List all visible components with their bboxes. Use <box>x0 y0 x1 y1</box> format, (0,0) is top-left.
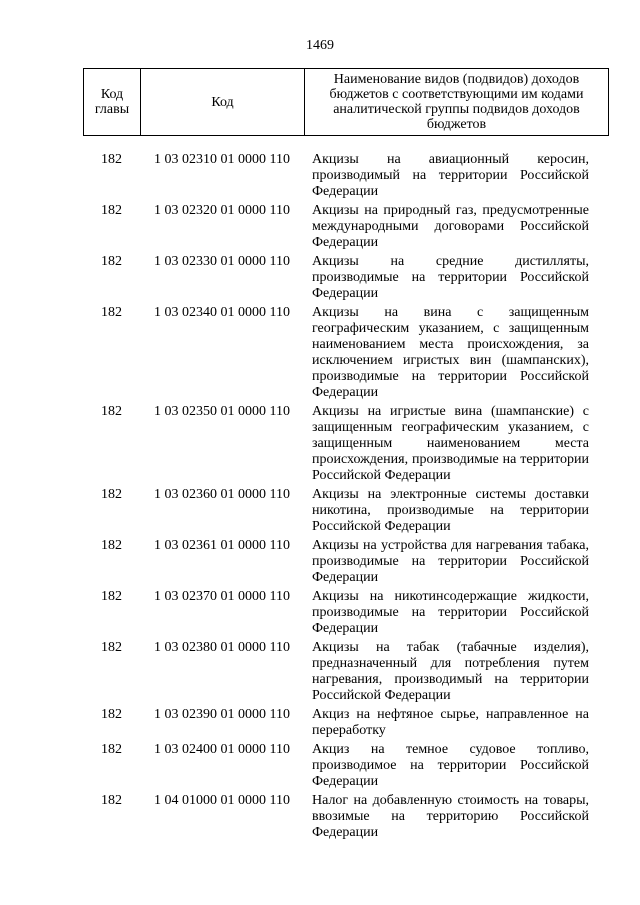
table-row <box>83 589 609 637</box>
row-name: Акциз на темное судовое топливо, производимое на территории Российской Федерации <box>312 742 589 789</box>
table-row <box>83 793 609 841</box>
table-row <box>83 152 609 200</box>
row-chapter-code: 182 <box>101 203 122 218</box>
row-code: 1 03 02390 01 0000 110 <box>154 707 290 722</box>
header-chapter-code: Код главы <box>84 69 141 135</box>
table-row <box>83 487 609 535</box>
row-name: Акцизы на никотинсодержащие жидкости, производимые на территории Российской Федерации <box>312 589 589 636</box>
row-code: 1 03 02320 01 0000 110 <box>154 203 290 218</box>
table-body <box>83 152 609 844</box>
row-name: Акцизы на средние дистилляты, производимые на территории Российской Федерации <box>312 254 589 301</box>
row-chapter-code: 182 <box>101 640 122 655</box>
row-name: Акцизы на табак (табачные изделия), предназначенный для потребления путем нагревания, производимый на территории Российской Федерации <box>312 640 589 703</box>
row-code: 1 03 02340 01 0000 110 <box>154 305 290 320</box>
header-code: Код <box>141 69 305 135</box>
row-name: Акцизы на игристые вина (шампанские) с защищенным географическим указанием, с защищенным наименованием места происхождения, производимые на территории Российской Федерации <box>312 404 589 483</box>
header-name: Наименование видов (подвидов) доходов бюджетов с соответствующими им кодами аналитической группы подвидов доходов бюджетов <box>329 72 584 132</box>
row-code: 1 03 02330 01 0000 110 <box>154 254 290 269</box>
row-name: Акцизы на устройства для нагревания табака, производимые на территории Российской Федерации <box>312 538 589 585</box>
row-chapter-code: 182 <box>101 707 122 722</box>
table-row <box>83 538 609 586</box>
row-code: 1 03 02350 01 0000 110 <box>154 404 290 419</box>
row-code: 1 03 02360 01 0000 110 <box>154 487 290 502</box>
row-code: 1 03 02370 01 0000 110 <box>154 589 290 604</box>
row-chapter-code: 182 <box>101 742 122 757</box>
row-chapter-code: 182 <box>101 589 122 604</box>
row-chapter-code: 182 <box>101 305 122 320</box>
row-code: 1 03 02400 01 0000 110 <box>154 742 290 757</box>
row-chapter-code: 182 <box>101 793 122 808</box>
row-code: 1 03 02310 01 0000 110 <box>154 152 290 167</box>
table-row <box>83 203 609 251</box>
table-row <box>83 254 609 302</box>
row-name: Акциз на нефтяное сырье, направленное на переработку <box>312 707 589 738</box>
row-code: 1 03 02380 01 0000 110 <box>154 640 290 655</box>
row-name: Акцизы на природный газ, предусмотренные международными договорами Российской Федерации <box>312 203 589 250</box>
table-row <box>83 742 609 790</box>
row-chapter-code: 182 <box>101 254 122 269</box>
row-code: 1 04 01000 01 0000 110 <box>154 793 290 808</box>
row-chapter-code: 182 <box>101 487 122 502</box>
table-row <box>83 640 609 704</box>
row-chapter-code: 182 <box>101 152 122 167</box>
page-number: 1469 <box>306 38 334 53</box>
row-name: Акцизы на вина с защищенным географическим указанием, с защищенным наименованием места происхождения, за исключением игристых вин (шампанских), производимые на территории Российской Федерации <box>312 305 589 400</box>
row-name: Акцизы на электронные системы доставки никотина, производимые на территории Российской Федерации <box>312 487 589 534</box>
row-chapter-code: 182 <box>101 404 122 419</box>
row-code: 1 03 02361 01 0000 110 <box>154 538 290 553</box>
row-name: Акцизы на авиационный керосин, производимый на территории Российской Федерации <box>312 152 589 199</box>
table-row <box>83 404 609 484</box>
table-row <box>83 707 609 739</box>
row-chapter-code: 182 <box>101 538 122 553</box>
table-row <box>83 305 609 401</box>
table-header <box>83 68 609 136</box>
row-name: Налог на добавленную стоимость на товары, ввозимые на территорию Российской Федерации <box>312 793 589 840</box>
